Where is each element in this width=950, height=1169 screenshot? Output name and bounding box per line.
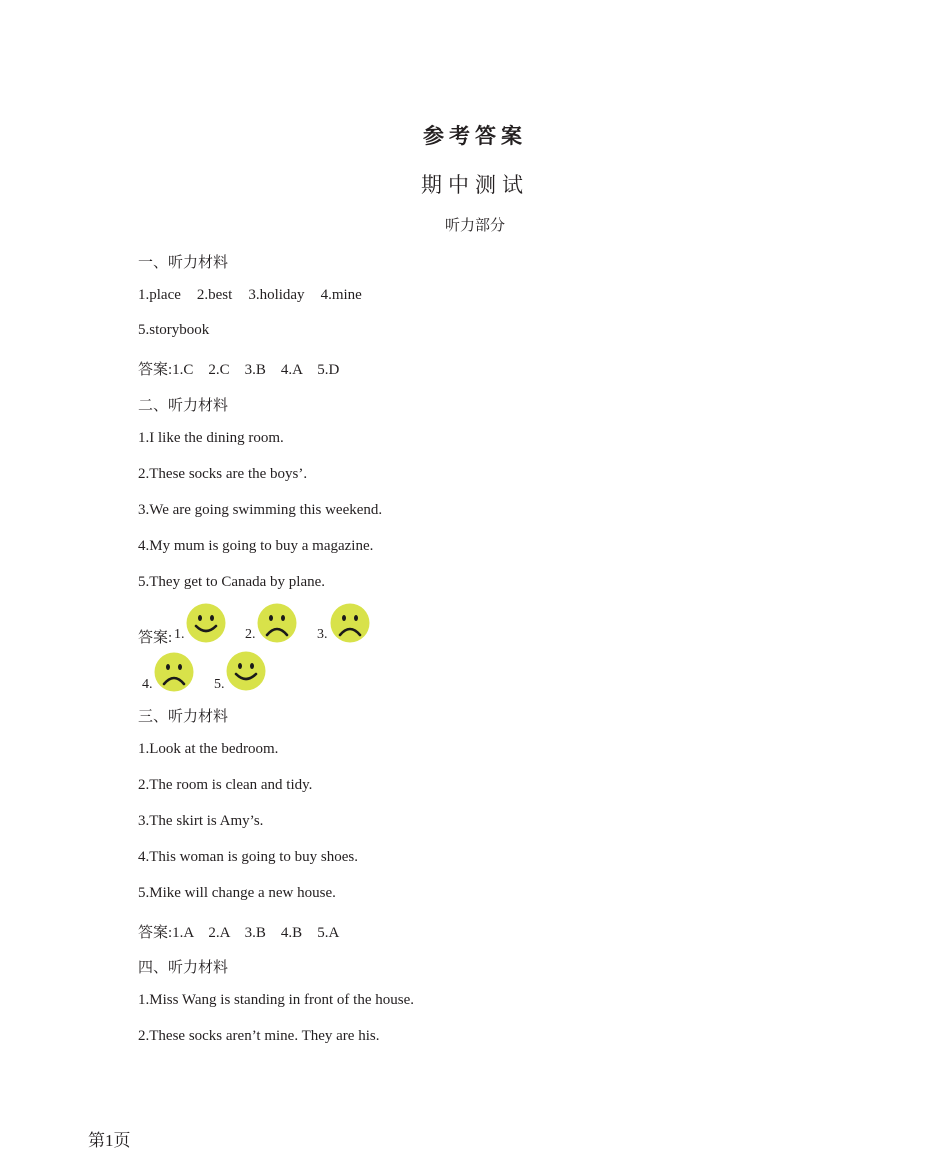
part-label: 听力部分 bbox=[444, 218, 505, 234]
sentence-line: 2.These socks are the boys’. bbox=[138, 466, 308, 482]
page-number: 第1页 bbox=[88, 1131, 131, 1150]
page-subtitle: 期中测试 bbox=[421, 173, 529, 197]
sentence-line: 4.My mum is going to buy a magazine. bbox=[138, 538, 374, 554]
answer-line: 答案:1.C 2.C 3.B 4.A 5.D bbox=[138, 362, 340, 378]
sentence-line: 3.We are going swimming this weekend. bbox=[138, 502, 383, 518]
frown-face-icon bbox=[257, 603, 297, 643]
sentence-line: 1.Miss Wang is standing in front of the house. bbox=[138, 992, 414, 1008]
smile-face-icon bbox=[226, 651, 266, 691]
sentence-line: 2.The room is clean and tidy. bbox=[138, 777, 313, 793]
answer-number: 5. bbox=[214, 677, 225, 692]
word-item: 5.storybook bbox=[138, 322, 210, 338]
page-title: 参考答案 bbox=[423, 124, 527, 148]
answer-number: 4. bbox=[142, 677, 153, 692]
answer-number: 1. bbox=[174, 627, 185, 642]
section-heading: 二、听力材料 bbox=[138, 398, 229, 414]
frown-face-icon bbox=[154, 652, 194, 692]
frown-face-icon bbox=[330, 603, 370, 643]
section-heading: 一、听力材料 bbox=[138, 255, 229, 271]
smile-face-icon bbox=[186, 603, 226, 643]
word-list-row bbox=[138, 287, 362, 304]
word-item: 2.best bbox=[196, 287, 233, 303]
word-item: 3.holiday bbox=[248, 287, 305, 303]
sentence-line: 1.I like the dining room. bbox=[138, 430, 284, 446]
section-heading: 四、听力材料 bbox=[138, 960, 229, 976]
answer-prefix: 答案: bbox=[138, 630, 173, 646]
answer-number: 3. bbox=[317, 627, 328, 642]
answer-number: 2. bbox=[245, 627, 256, 642]
answer-line: 答案:1.A 2.A 3.B 4.B 5.A bbox=[138, 925, 340, 941]
sentence-line: 1.Look at the bedroom. bbox=[138, 741, 279, 757]
section-heading: 三、听力材料 bbox=[138, 709, 229, 725]
sentence-line: 3.The skirt is Amy’s. bbox=[138, 813, 264, 829]
sentence-line: 2.These socks aren’t mine. They are his. bbox=[138, 1028, 380, 1044]
sentence-line: 5.They get to Canada by plane. bbox=[138, 574, 326, 590]
word-item: 4.mine bbox=[320, 287, 362, 303]
sentence-line: 4.This woman is going to buy shoes. bbox=[138, 849, 358, 865]
sentence-line: 5.Mike will change a new house. bbox=[138, 885, 336, 901]
word-item: 1.place bbox=[138, 287, 181, 303]
